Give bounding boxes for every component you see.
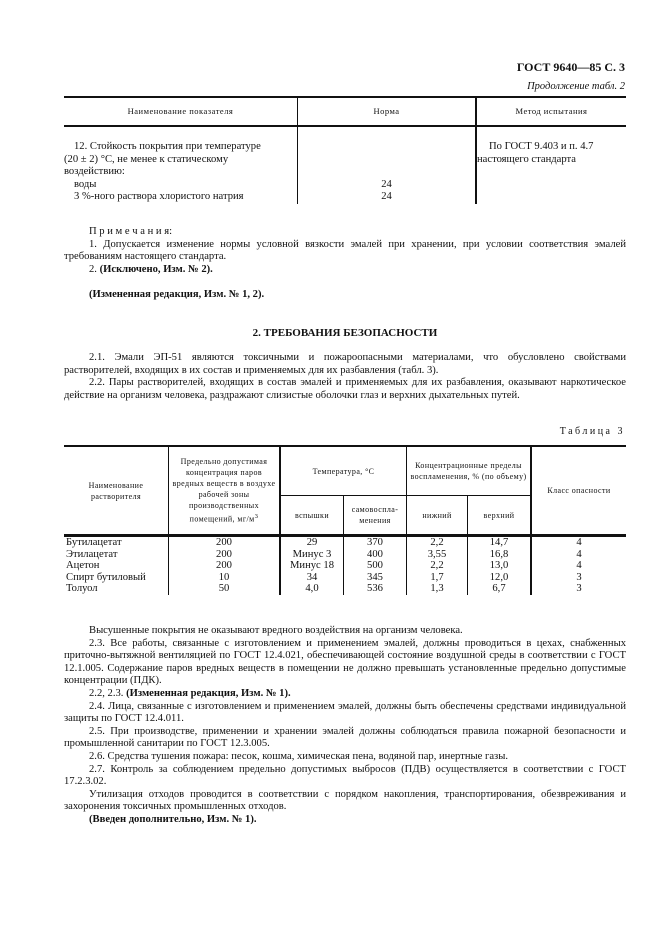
table-cell: 3 bbox=[576, 583, 582, 594]
table-cell: Этилацетат bbox=[64, 549, 169, 561]
table-cell: 370 bbox=[344, 536, 407, 549]
table-cell: 29 bbox=[280, 536, 344, 549]
table-cell: Толуол bbox=[64, 583, 169, 595]
edit-text: (Измененная редакция, Изм. № 1). bbox=[126, 687, 291, 699]
table-cell: 1,7 bbox=[407, 572, 468, 584]
table-cell: 1,3 bbox=[407, 583, 468, 595]
col-header-temp: Температура, °С bbox=[280, 446, 407, 496]
table-row: воды 24 bbox=[64, 179, 626, 192]
table-2 bbox=[64, 96, 626, 204]
table-cell: 200 bbox=[169, 536, 281, 549]
paragraph-2-6: 2.6. Средства тушения пожара: песок, кошма, химическая пена, водяной пар, инертные газы. bbox=[89, 750, 508, 762]
table-cell: 34 bbox=[280, 572, 344, 584]
safety-paragraphs bbox=[64, 625, 626, 827]
col-header-upper: верхний bbox=[468, 496, 532, 536]
item-title-line: воздействию: bbox=[64, 166, 125, 178]
pdk-text: Предельно допустимая концентрация паров вредных веществ в воздухе рабочей зоны производственных помещений, мг/м bbox=[172, 457, 276, 524]
edit-number: 2.2, 2.3. bbox=[89, 687, 124, 699]
table-cell: 200 bbox=[169, 549, 281, 561]
paragraph-2-1: 2.1. Эмали ЭП-51 являются токсичными и пожароопасными материалами, что обусловлено свойствами растворителей, входящих в их состав и применяемых для их разбавления (табл. 3). bbox=[64, 352, 626, 376]
table-cell: 3 bbox=[576, 571, 582, 583]
table-cell: 4,0 bbox=[280, 583, 344, 595]
table-cell: Ацетон bbox=[64, 560, 169, 572]
table-row bbox=[64, 572, 626, 584]
table-row bbox=[64, 536, 626, 549]
table-cell: 345 bbox=[344, 572, 407, 584]
col-header-conc: Концентрационные пределы воспламенения, % (по объему) bbox=[407, 446, 532, 496]
paragraph-coatings: Высушенные покрытия не оказывают вредного воздействия на организм человека. bbox=[89, 625, 463, 636]
page-header: ГОСТ 9640—85 С. 3 bbox=[516, 60, 625, 74]
table-cell: Минус 18 bbox=[280, 560, 344, 572]
notes-title: П р и м е ч а н и я: bbox=[89, 226, 173, 237]
table-cell: 6,7 bbox=[468, 583, 532, 595]
paragraph-edit bbox=[64, 688, 626, 701]
table-3-label: Таблица 3 bbox=[559, 426, 625, 437]
table-cell: 16,8 bbox=[468, 549, 532, 561]
table-cell: 200 bbox=[169, 560, 281, 572]
pdk-sup: 3 bbox=[254, 513, 259, 521]
col-header-flash: вспышки bbox=[280, 496, 344, 536]
table-cell: 4 bbox=[576, 560, 582, 571]
table-cell: 4 bbox=[576, 548, 582, 560]
table-row bbox=[64, 583, 626, 595]
method-line: настоящего стандарта bbox=[477, 153, 576, 165]
table-cell: 4 bbox=[576, 537, 582, 548]
table-cell: 13,0 bbox=[468, 560, 532, 572]
table-row bbox=[64, 549, 626, 561]
paragraph-waste: Утилизация отходов проводится в соответствии с порядком накопления, транспортирования, обезвреживания и захоронения токсичных промышленных отходов. bbox=[64, 788, 626, 813]
col-header-pdk bbox=[169, 446, 281, 536]
table-cell: Минус 3 bbox=[280, 549, 344, 561]
note-1: 1. Допускается изменение нормы условной вязкости эмалей при хранении, при условии соответствия эмалей требованиям настоящего стандарта. bbox=[64, 238, 626, 263]
table-cell: 500 bbox=[344, 560, 407, 572]
col-header-class: Класс опасности bbox=[531, 446, 626, 536]
table-cell: 14,7 bbox=[468, 536, 532, 549]
notes bbox=[64, 226, 626, 302]
method-cell bbox=[476, 126, 626, 179]
paragraph-2-3: 2.3. Все работы, связанные с изготовлением и применением эмалей, должны проводиться в цехах, снабженных приточно-вытяжной вентиляцией по ГОСТ 12.4.021, обеспечивающей состояние воздушной среды в соответствии с ГОСТ 12.1.005. Содержание паров вредных веществ в помещении не должно превышать установленные предельно допустимые концентрации (ПДК). bbox=[64, 637, 626, 687]
table-continuation-label: Продолжение табл. 2 bbox=[527, 81, 625, 92]
note-text: (Исключено, Изм. № 2). bbox=[99, 263, 213, 275]
col-header-method: Метод испытания bbox=[476, 97, 626, 126]
item-title-line: (20 ± 2) °С, не менее к статическому bbox=[64, 153, 229, 165]
paragraph-2-4: 2.4. Лица, связанные с изготовлением и применением эмалей, должны быть обеспечены средствами индивидуальной защиты по ГОСТ 12.4.011. bbox=[64, 700, 626, 725]
note-2 bbox=[64, 264, 626, 277]
table-row bbox=[64, 560, 626, 572]
table-cell: 536 bbox=[344, 583, 407, 595]
table-cell: 3,55 bbox=[407, 549, 468, 561]
col-header-autoignition: самовоспла-менения bbox=[344, 496, 407, 536]
edit-text: (Измененная редакция, Изм. № 1, 2). bbox=[89, 289, 265, 301]
table-cell: 10 bbox=[169, 572, 281, 584]
table-cell: 2,2 bbox=[407, 536, 468, 549]
item-title-line: 12. Стойкость покрытия при температуре bbox=[74, 141, 261, 152]
item-title bbox=[64, 126, 298, 179]
paragraph-2-2: 2.2. Пары растворителей, входящих в состав эмалей и применяемых для их разбавления, оказывают наркотическое действие на организм человека, раздражают слизистые оболочки глаз и верхних дыхательных путей. bbox=[64, 377, 626, 401]
table-cell: Бутилацетат bbox=[64, 536, 169, 549]
edit-note bbox=[64, 289, 626, 302]
intro-text: (Введен дополнительно, Изм. № 1). bbox=[89, 813, 257, 825]
method-line: По ГОСТ 9.403 и п. 4.7 bbox=[489, 141, 594, 152]
section-paragraphs bbox=[64, 352, 626, 402]
section-title: 2. ТРЕБОВАНИЯ БЕЗОПАСНОСТИ bbox=[252, 327, 438, 339]
table-cell: 2,2 bbox=[407, 560, 468, 572]
note-number: 2. bbox=[89, 263, 97, 275]
table-3 bbox=[64, 445, 626, 595]
table-cell: 50 bbox=[169, 583, 281, 595]
table-cell: 12,0 bbox=[468, 572, 532, 584]
paragraph-2-5: 2.5. При производстве, применении и хранении эмалей должны соблюдаться правила пожарной безопасности и промышленной санитарии по ГОСТ 12.3.005. bbox=[64, 725, 626, 750]
table-row: 3 %-ного раствора хлористого натрия 24 bbox=[64, 191, 626, 204]
col-header-name: Наименование показателя bbox=[64, 97, 298, 126]
table-cell: Спирт бутиловый bbox=[64, 572, 169, 584]
col-header-lower: нижний bbox=[407, 496, 468, 536]
paragraph-2-7: 2.7. Контроль за соблюдением предельно допустимых выбросов (ПДВ) осуществляется в соответствии с ГОСТ 17.2.3.02. bbox=[64, 763, 626, 788]
table-cell: 400 bbox=[344, 549, 407, 561]
paragraph-intro bbox=[64, 814, 626, 827]
col-header-norm: Норма bbox=[298, 97, 477, 126]
col-header-solvent: Наименование растворителя bbox=[64, 446, 169, 536]
